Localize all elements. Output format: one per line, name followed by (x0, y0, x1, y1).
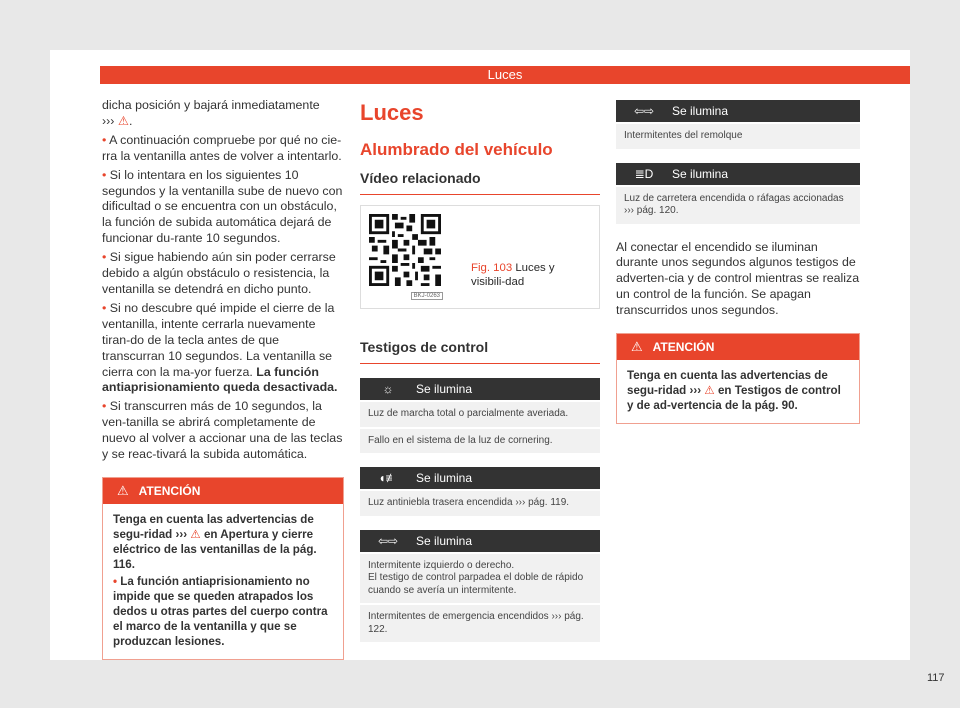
table-row: Luz de marcha total o parcialmente averiada. (360, 402, 600, 427)
qr-code-image (369, 214, 441, 286)
table-row: Luz de carretera encendida o ráfagas accionadas ››› pág. 120. (616, 187, 860, 224)
video-figure[interactable] (360, 205, 600, 309)
qr-code-label: BKJ-0263 (411, 292, 443, 300)
heading-control-lights: Testigos de control (360, 339, 600, 364)
table-trailer-signals (616, 100, 860, 149)
table-row: Intermitentes de emergencia encendidos ››› pág. 122. (360, 605, 600, 642)
table-header: ☼ Se ilumina (360, 378, 600, 400)
warning-icon: ⚠ (631, 339, 643, 355)
paragraph: Al conectar el encendido se iluminan durante unos segundos algunos testigos de adverten-cia y de control mientras se realiza un control de la función. Se apagan transcurridos unos segundos. (616, 239, 860, 318)
list-item: • A continuación compruebe por qué no cie-rra la ventanilla antes de volver a intentarlo. (102, 132, 342, 163)
high-beam-icon: ≣D (634, 166, 654, 181)
table-row: Intermitente izquierdo o derecho. El testigo de control parpadea el doble de rápido cuando se avería un intermitente. (360, 554, 600, 604)
table-high-beam (616, 163, 860, 224)
table-row: Intermitentes del remolque (616, 124, 860, 149)
table-header: ≣D Se ilumina (616, 163, 860, 185)
list-item: • Si lo intentara en los siguientes 10 segundos y la ventanilla sube de nuevo con dificultad o se encuentra con un obstáculo, la función de subida automática dejará de funcionar du-rante 10 segundos. (102, 167, 343, 246)
heading-video: Vídeo relacionado (360, 170, 600, 195)
warning-box: ⚠ ATENCIÓN Tenga en cuenta las advertencias de segu-ridad ››› ⚠ en Apertura y cierre eléctrico de las ventanillas de la pág. 116. • La función antiaprisionamiento no impide que se queden atrapados los dedos u otras partes del cuerpo contra el marco de la ventanilla y que se produzcan lesiones. (102, 477, 344, 660)
section-title: Luces (360, 100, 424, 125)
table-header: ◖≢ Se ilumina (360, 467, 600, 489)
trailer-signal-icon: ⇦⇨ (633, 104, 655, 118)
warning-icon: ⚠ (704, 384, 715, 398)
subsection-title: Alumbrado del vehículo (360, 140, 553, 159)
table-row: Fallo en el sistema de la luz de cornering. (360, 429, 600, 454)
table-row: Luz antiniebla trasera encendida ››› pág. 119. (360, 491, 600, 516)
table-turn-signals (360, 530, 600, 643)
table-fog-light (360, 467, 600, 516)
column-2 (360, 98, 600, 642)
warning-icon: ⚠ (117, 113, 129, 128)
table-warning-lights (360, 378, 600, 453)
running-header: Luces (100, 66, 910, 84)
table-header: ⇦⇨ Se ilumina (360, 530, 600, 552)
column-1 (102, 98, 344, 660)
column-3 (616, 100, 860, 424)
list-item: • Si no descubre qué impide el cierre de la ventanilla, intente cerrarla nuevamente tiran-do de la tecla antes de que transcurran 10 segundos. La ventanilla se cierra con la ma-yor fuerza. La función antiaprisionamiento queda desactivada. (102, 300, 338, 395)
warning-icon: ⚠ (117, 482, 129, 498)
paragraph: dicha posición y bajará inmediatamente ››› ⚠. (102, 98, 320, 128)
page (50, 50, 945, 684)
list-item: • Si transcurren más de 10 segundos, la ven-tanilla se abrirá completamente de nuevo al volver a accionar una de las teclas y se reac-tivará la subida automática. (102, 399, 343, 462)
list-item: • Si sigue habiendo aún sin poder cerrarse debido a algún obstáculo o resistencia, la ventanilla se detendrá en dicho punto. (102, 250, 336, 296)
table-header: ⇦⇨ Se ilumina (616, 100, 860, 122)
fog-light-icon: ◖≢ (378, 471, 398, 485)
qr-code[interactable] (369, 214, 441, 300)
figure-caption: Fig. 103 Luces y visibili-dad (471, 262, 555, 288)
page-number: 117 (927, 672, 945, 684)
warning-box: ⚠ ATENCIÓN Tenga en cuenta las advertencias de segu-ridad ››› ⚠ en Testigos de control y de ad-vertencia de la pág. 90. (616, 333, 860, 424)
light-icon: ☼ (382, 382, 394, 396)
warning-icon: ⚠ (190, 527, 201, 541)
turn-signal-icon: ⇦⇨ (377, 533, 399, 548)
